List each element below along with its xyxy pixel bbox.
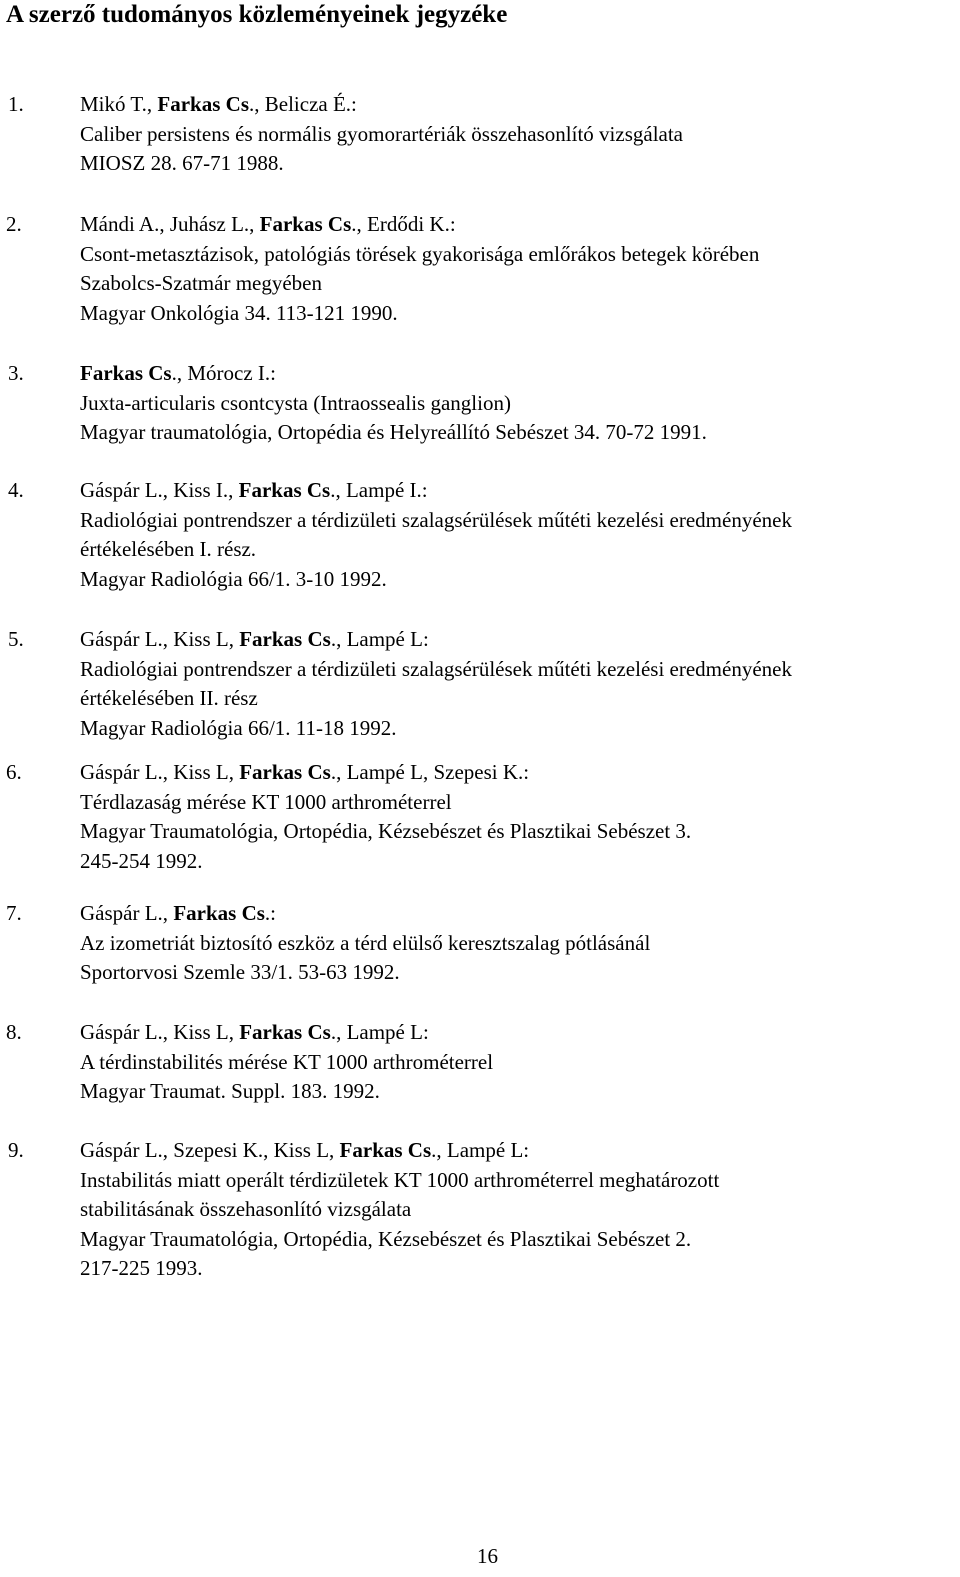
publication-title-line: stabilitásának összehasonlító vizsgálata [80,1197,412,1221]
publication-authors [80,900,276,926]
coauthors-before: Gáspár L., Kiss L, [80,627,240,651]
coauthors-before: Mándi A., Juhász L., [80,212,260,236]
coauthors-after: ., Lampé L: [431,1138,530,1162]
publication-title-line: Caliber persistens és normális gyomorartériák összehasonlító vizsgálata [80,121,684,146]
publication-source: Magyar Radiológia 66/1. 11-18 1992. [80,715,397,740]
coauthors-before: Mikó T., [80,92,158,116]
publication-source: Magyar traumatológia, Ortopédia és Helyreállító Sebészet 34. 70-72 1991. [80,420,707,444]
coauthors-after: ., Lampé L: [330,1020,429,1044]
coauthors-after: ., Lampé I.: [330,478,428,502]
publication-authors [80,626,429,652]
coauthors-before: Gáspár L., Kiss L, [80,760,240,784]
author-highlight: Farkas Cs [157,92,249,116]
publication-title-line: Csont-metasztázisok, patológiás törések gyakorisága emlőrákos betegek körében [80,241,760,266]
publication-authors [80,211,456,237]
publication-number: 9. [8,1138,24,1162]
publication-authors [80,360,276,386]
publication-authors [80,477,428,503]
author-highlight: Farkas Cs [239,760,331,784]
publication-title-line: Az izometriát biztosító eszköz a térd elülső keresztszalag pótlásánál [80,930,651,955]
publication-authors [80,91,357,117]
coauthors-after: ., Mórocz I.: [171,361,276,385]
author-highlight: Farkas Cs [238,478,331,502]
publication-number: 5. [8,627,24,651]
coauthors-after: ., Erdődi K.: [351,212,456,236]
publication-number: 4. [8,478,24,502]
coauthors-before: Gáspár L., Kiss I., [80,478,239,502]
publication-source: 245-254 1992. [80,848,203,873]
publication-title-line: A térdinstabilités mérése KT 1000 arthrométerrel [80,1049,494,1074]
publication-source: Magyar Traumat. Suppl. 183. 1992. [80,1079,380,1103]
publication-source: Magyar Radiológia 66/1. 3-10 1992. [80,566,387,591]
author-highlight: Farkas Cs [239,627,331,651]
page-title: A szerző tudományos közleményeinek jegyzéke [6,1,508,28]
publication-title-line: értékelésében I. rész. [80,537,257,561]
publication-source: 217-225 1993. [80,1256,203,1280]
publication-number: 8. [6,1020,22,1044]
author-highlight: Farkas Cs [173,901,265,925]
publication-title-line: értékelésében II. rész [80,686,258,710]
author-highlight: Farkas Cs [259,212,352,236]
publication-number: 7. [6,901,22,925]
publication-number: 6. [6,760,22,784]
publication-authors [80,1137,529,1163]
publication-source: MIOSZ 28. 67-71 1988. [80,151,284,175]
coauthors-after: ., Lampé L: [330,627,429,651]
author-highlight: Farkas Cs [80,361,172,385]
coauthors-after: .: [264,901,276,925]
author-highlight: Farkas Cs [339,1138,432,1162]
publication-number: 1. [8,92,24,116]
publication-title-line: Instabilitás miatt operált térdizületek KT 1000 arthrométerrel meghatározott [80,1167,720,1192]
coauthors-before: Gáspár L., Kiss L, [80,1020,240,1044]
publication-title-line: Szabolcs-Szatmár megyében [80,271,322,295]
publication-authors [80,759,529,785]
publication-title-line: Radiológiai pontrendszer a térdizületi szalagsérülések műtéti kezelési eredményének [80,656,792,681]
publication-authors [80,1019,429,1045]
publication-title-line: Radiológiai pontrendszer a térdizületi szalagsérülések műtéti kezelési eredményének [80,507,792,532]
publication-title-line: Térdlazaság mérése KT 1000 arthrométerrel [80,789,452,814]
publication-source: Sportorvosi Szemle 33/1. 53-63 1992. [80,960,400,984]
publication-title-line: Juxta-articularis csontcysta (Intraossealis ganglion) [80,390,511,415]
publication-title-line: Magyar Traumatológia, Ortopédia, Kézsebészet és Plasztikai Sebészet 3. [80,819,692,843]
coauthors-after: ., Lampé L, Szepesi K.: [330,760,530,784]
publication-source: Magyar Onkológia 34. 113-121 1990. [80,300,398,325]
page-number: 16 [477,1544,498,1568]
author-highlight: Farkas Cs [239,1020,331,1044]
coauthors-before: Gáspár L., [80,901,174,925]
publication-number: 3. [8,361,24,385]
publication-title-line: Magyar Traumatológia, Ortopédia, Kézsebészet és Plasztikai Sebészet 2. [80,1226,692,1251]
coauthors-before: Gáspár L., Szepesi K., Kiss L, [80,1138,340,1162]
publication-number: 2. [6,212,22,236]
coauthors-after: ., Belicza É.: [249,92,357,116]
